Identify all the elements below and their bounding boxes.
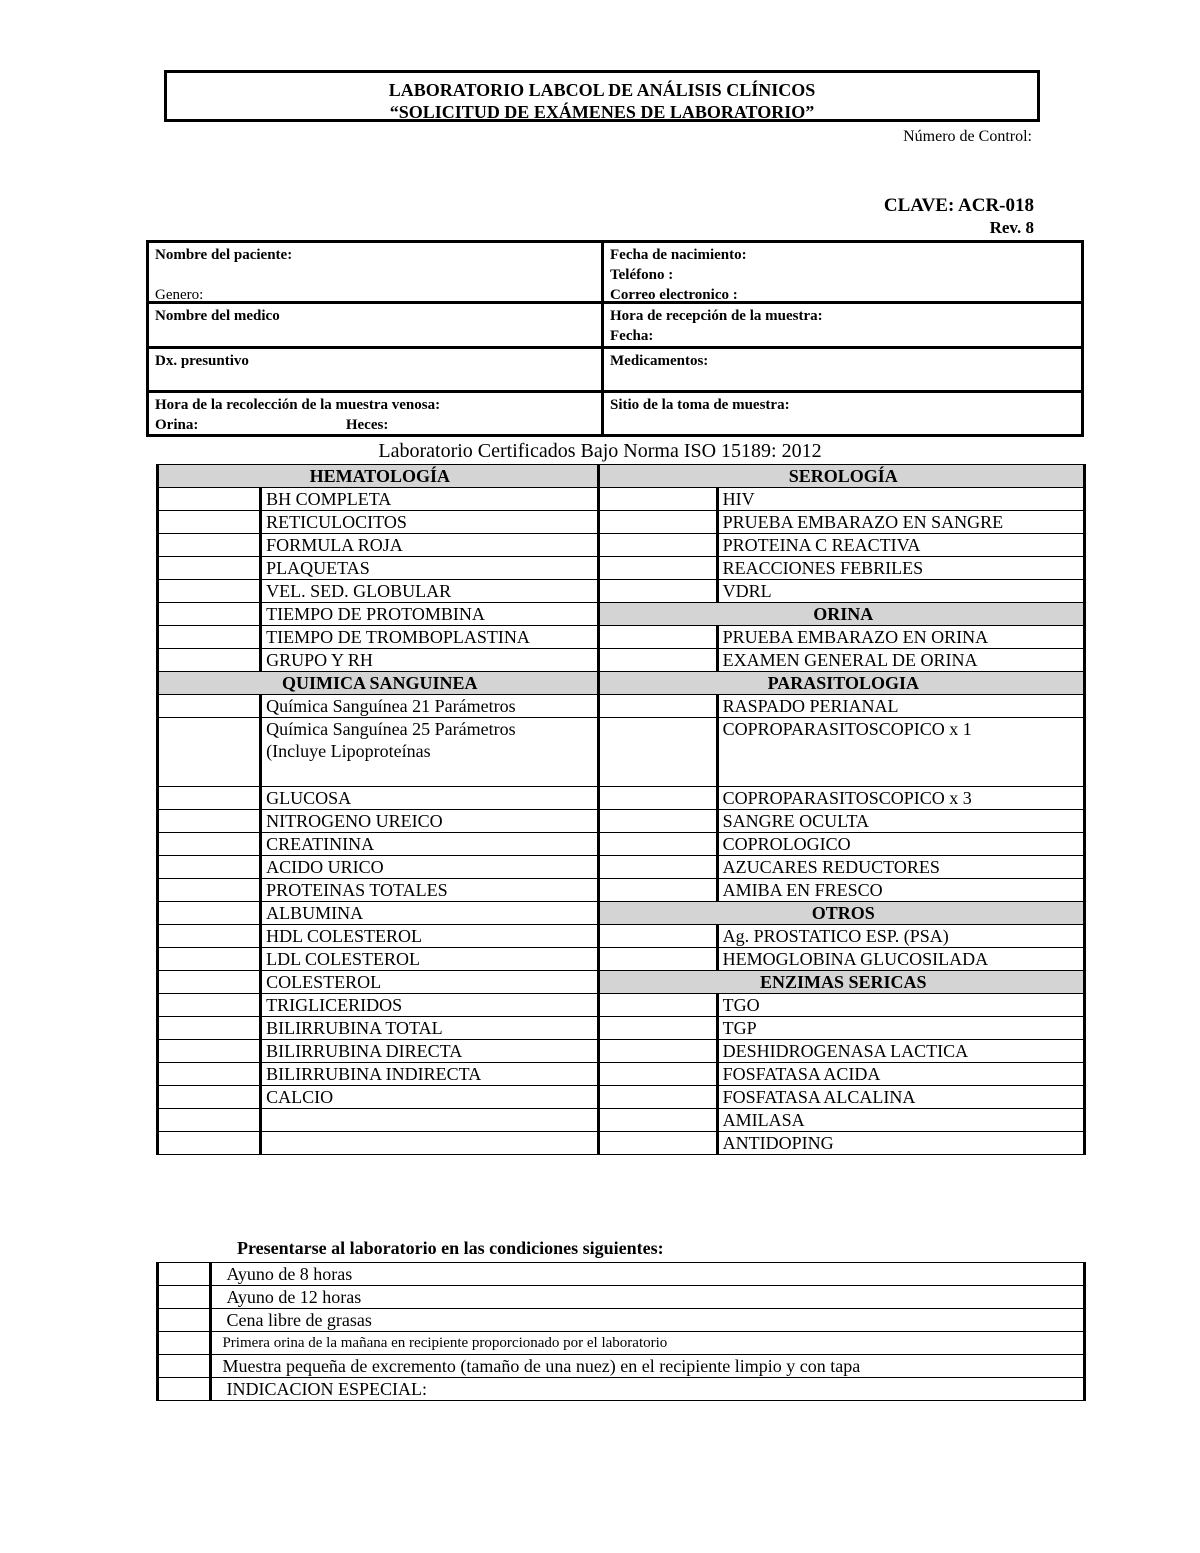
test-label: ALBUMINA <box>261 902 598 925</box>
test-checkbox[interactable] <box>598 626 717 649</box>
test-checkbox[interactable] <box>158 902 261 925</box>
test-label: FOSFATASA ALCALINA <box>717 1086 1084 1109</box>
test-label: COPROLOGICO <box>717 833 1084 856</box>
condition-checkbox[interactable] <box>158 1332 211 1355</box>
test-checkbox[interactable] <box>158 603 261 626</box>
test-checkbox[interactable] <box>158 994 261 1017</box>
condition-checkbox[interactable] <box>158 1263 211 1286</box>
test-label: GRUPO Y RH <box>261 649 598 672</box>
test-checkbox[interactable] <box>598 695 717 718</box>
test-label: BILIRRUBINA DIRECTA <box>261 1040 598 1063</box>
section-serologia: SEROLOGÍA <box>598 465 1084 488</box>
test-label: HDL COLESTEROL <box>261 925 598 948</box>
test-checkbox[interactable] <box>158 626 261 649</box>
sample-site-field[interactable]: Sitio de la toma de muestra: <box>610 397 790 413</box>
test-label: TIEMPO DE TROMBOPLASTINA <box>261 626 598 649</box>
test-label: AZUCARES REDUCTORES <box>717 856 1084 879</box>
control-number-label: Número de Control: <box>903 128 1032 145</box>
test-label: CALCIO <box>261 1086 598 1109</box>
test-label: CREATININA <box>261 833 598 856</box>
test-checkbox[interactable] <box>158 649 261 672</box>
test-label: DESHIDROGENASA LACTICA <box>717 1040 1084 1063</box>
test-label: VEL. SED. GLOBULAR <box>261 580 598 603</box>
patient-info-row-4 <box>146 393 1084 437</box>
test-label: VDRL <box>717 580 1084 603</box>
condition-checkbox[interactable] <box>158 1355 211 1378</box>
test-checkbox[interactable] <box>158 488 261 511</box>
test-checkbox[interactable] <box>158 971 261 994</box>
condition-label: Primera orina de la mañana en recipiente proporcionado por el laboratorio <box>211 1332 1085 1355</box>
test-checkbox[interactable] <box>158 787 261 810</box>
test-label: NITROGENO UREICO <box>261 810 598 833</box>
email-field[interactable]: Correo electronico : <box>610 287 738 303</box>
form-title: “SOLICITUD DE EXÁMENES DE LABORATORIO” <box>389 102 815 122</box>
test-checkbox[interactable] <box>598 1109 717 1132</box>
form-title-box <box>164 70 1040 122</box>
doctor-name-field[interactable]: Nombre del medico <box>155 308 280 324</box>
test-label: FORMULA ROJA <box>261 534 598 557</box>
test-label: ACIDO URICO <box>261 856 598 879</box>
test-checkbox[interactable] <box>158 695 261 718</box>
revision-number: Rev. 8 <box>989 218 1034 237</box>
reception-time-field[interactable]: Hora de recepción de la muestra: <box>610 308 823 324</box>
test-checkbox[interactable] <box>598 511 717 534</box>
test-label: PROTEINAS TOTALES <box>261 879 598 902</box>
test-label: HEMOGLOBINA GLUCOSILADA <box>717 948 1084 971</box>
patient-info-row-2 <box>146 304 1084 349</box>
condition-checkbox[interactable] <box>158 1286 211 1309</box>
test-checkbox[interactable] <box>598 856 717 879</box>
conditions-title: Presentarse al laboratorio en las condiciones siguientes: <box>237 1238 664 1258</box>
test-checkbox[interactable] <box>598 948 717 971</box>
test-checkbox[interactable] <box>598 557 717 580</box>
gender-field[interactable]: Genero: <box>155 287 204 303</box>
test-checkbox[interactable] <box>158 856 261 879</box>
section-orina: ORINA <box>598 603 1084 626</box>
test-checkbox[interactable] <box>158 925 261 948</box>
test-checkbox[interactable] <box>598 925 717 948</box>
condition-label: Cena libre de grasas <box>211 1309 1085 1332</box>
test-checkbox[interactable] <box>158 810 261 833</box>
test-label: Ag. PROSTATICO ESP. (PSA) <box>717 925 1084 948</box>
empty-test-slot[interactable] <box>261 1132 598 1155</box>
condition-label: Ayuno de 12 horas <box>211 1286 1085 1309</box>
test-label: TGP <box>717 1017 1084 1040</box>
test-label: PROTEINA C REACTIVA <box>717 534 1084 557</box>
test-label: HIV <box>717 488 1084 511</box>
test-checkbox[interactable] <box>158 511 261 534</box>
test-checkbox[interactable] <box>158 580 261 603</box>
reception-date-field[interactable]: Fecha: <box>610 328 654 344</box>
lab-name: LABORATORIO LABCOL DE ANÁLISIS CLÍNICOS <box>388 80 816 100</box>
empty-test-slot[interactable] <box>261 1109 598 1132</box>
section-enzimas: ENZIMAS SERICAS <box>598 971 1084 994</box>
test-checkbox[interactable] <box>598 810 717 833</box>
test-checkbox[interactable] <box>598 1086 717 1109</box>
test-checkbox[interactable] <box>598 1063 717 1086</box>
test-label: LDL COLESTEROL <box>261 948 598 971</box>
test-checkbox[interactable] <box>598 833 717 856</box>
test-label: RETICULOCITOS <box>261 511 598 534</box>
test-checkbox[interactable] <box>158 879 261 902</box>
test-label: COLESTEROL <box>261 971 598 994</box>
urine-time-field[interactable]: Orina: <box>155 417 199 433</box>
test-label: GLUCOSA <box>261 787 598 810</box>
condition-checkbox[interactable] <box>158 1378 211 1401</box>
test-label: SANGRE OCULTA <box>717 810 1084 833</box>
test-label-multiline: Química Sanguínea 25 Parámetros (Incluye Lipoproteínas <box>261 718 598 787</box>
section-hematologia: HEMATOLOGÍA <box>158 465 599 488</box>
diagnosis-field[interactable]: Dx. presuntivo <box>155 353 249 369</box>
section-quimica: QUIMICA SANGUINEA <box>158 672 599 695</box>
special-instruction-field[interactable]: INDICACION ESPECIAL: <box>211 1378 1085 1401</box>
test-label: EXAMEN GENERAL DE ORINA <box>717 649 1084 672</box>
test-label: TRIGLICERIDOS <box>261 994 598 1017</box>
condition-checkbox[interactable] <box>158 1309 211 1332</box>
test-checkbox[interactable] <box>598 649 717 672</box>
test-label: COPROPARASITOSCOPICO x 3 <box>717 787 1084 810</box>
test-checkbox[interactable] <box>598 787 717 810</box>
patient-info-row-3 <box>146 349 1084 393</box>
test-checkbox[interactable] <box>158 557 261 580</box>
test-checkbox[interactable] <box>598 1040 717 1063</box>
test-label: ANTIDOPING <box>717 1132 1084 1155</box>
test-label: TGO <box>717 994 1084 1017</box>
stool-time-field[interactable]: Heces: <box>345 417 389 433</box>
patient-info-row-1 <box>146 240 1084 304</box>
test-label: BH COMPLETA <box>261 488 598 511</box>
condition-label: Ayuno de 8 horas <box>211 1263 1085 1286</box>
test-checkbox[interactable] <box>158 1063 261 1086</box>
test-checkbox[interactable] <box>158 1017 261 1040</box>
test-label: COPROPARASITOSCOPICO x 1 <box>717 718 1084 787</box>
section-parasitologia: PARASITOLOGIA <box>598 672 1084 695</box>
clave-code: CLAVE: ACR-018 <box>883 195 1034 216</box>
venous-collection-time-field[interactable]: Hora de la recolección de la muestra venosa: <box>155 397 441 413</box>
test-checkbox[interactable] <box>598 1017 717 1040</box>
test-label: PRUEBA EMBARAZO EN SANGRE <box>717 511 1084 534</box>
test-label: TIEMPO DE PROTOMBINA <box>261 603 598 626</box>
test-checkbox[interactable] <box>598 1132 717 1155</box>
test-label: PRUEBA EMBARAZO EN ORINA <box>717 626 1084 649</box>
condition-label: Muestra pequeña de excremento (tamaño de una nuez) en el recipiente limpio y con tapa <box>211 1355 1085 1378</box>
test-checkbox[interactable] <box>598 994 717 1017</box>
patient-name-field[interactable]: Nombre del paciente: <box>155 247 293 263</box>
iso-caption: Laboratorio Certificados Bajo Norma ISO 15189: 2012 <box>378 440 822 462</box>
tests-table <box>156 464 1086 1155</box>
test-checkbox[interactable] <box>598 718 717 787</box>
test-label: AMILASA <box>717 1109 1084 1132</box>
section-otros: OTROS <box>598 902 1084 925</box>
test-label: RASPADO PERIANAL <box>717 695 1084 718</box>
test-checkbox[interactable] <box>158 833 261 856</box>
test-checkbox[interactable] <box>158 1040 261 1063</box>
medications-field[interactable]: Medicamentos: <box>610 353 709 369</box>
test-checkbox[interactable] <box>158 1109 261 1132</box>
test-checkbox[interactable] <box>598 580 717 603</box>
test-checkbox[interactable] <box>598 488 717 511</box>
test-checkbox[interactable] <box>158 1132 261 1155</box>
test-label: FOSFATASA ACIDA <box>717 1063 1084 1086</box>
test-label: PLAQUETAS <box>261 557 598 580</box>
birthdate-field[interactable]: Fecha de nacimiento: <box>610 247 747 263</box>
test-label: AMIBA EN FRESCO <box>717 879 1084 902</box>
test-checkbox[interactable] <box>158 948 261 971</box>
test-label: Química Sanguínea 21 Parámetros <box>261 695 598 718</box>
test-label: BILIRRUBINA INDIRECTA <box>261 1063 598 1086</box>
test-checkbox[interactable] <box>598 534 717 557</box>
phone-field[interactable]: Teléfono : <box>610 267 674 283</box>
test-checkbox[interactable] <box>598 879 717 902</box>
test-checkbox[interactable] <box>158 1086 261 1109</box>
test-checkbox[interactable] <box>158 534 261 557</box>
test-label: REACCIONES FEBRILES <box>717 557 1084 580</box>
test-checkbox[interactable] <box>158 718 261 787</box>
conditions-table <box>156 1262 1086 1401</box>
test-label: BILIRRUBINA TOTAL <box>261 1017 598 1040</box>
